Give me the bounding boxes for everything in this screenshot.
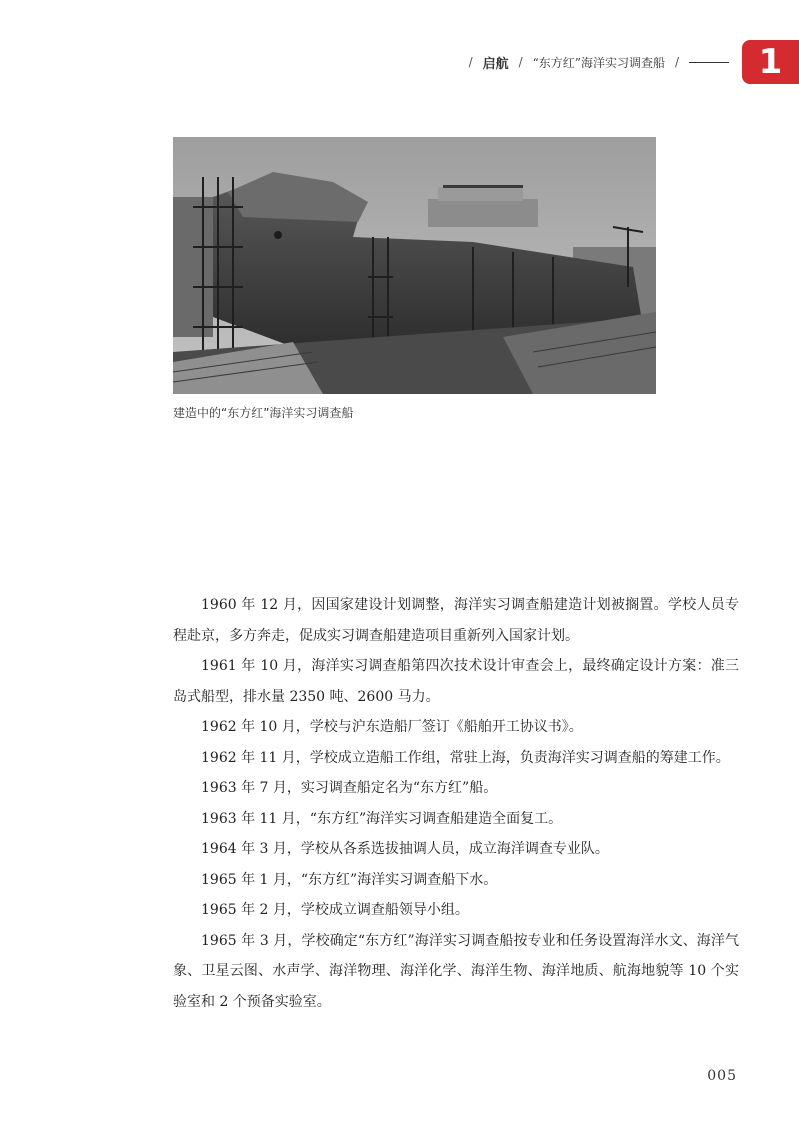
paragraph: 1961 年 10 月，海洋实习调查船第四次技术设计审查会上，最终确定设计方案：准三岛式船型，排水量 2350 吨、2600 马力。 — [173, 658, 739, 705]
separator-slash: / — [518, 55, 523, 69]
separator-slash: / — [674, 55, 679, 69]
paragraph: 1962 年 10 月，学校与沪东造船厂签订《船舶开工协议书》。 — [201, 719, 583, 735]
page-number: 005 — [707, 1068, 737, 1084]
ship-construction-photo — [173, 137, 656, 394]
section-title: 启航 — [482, 56, 509, 72]
figure-caption: 建造中的“东方红”海洋实习调查船 — [173, 406, 354, 420]
paragraph: 1965 年 3 月，学校确定“东方红”海洋实习调查船按专业和任务设置海洋水文、海洋气象、卫星云图、水声学、海洋物理、海洋化学、海洋生物、海洋地质、航海地貌等 10 个实验室和 2 个预备实验室。 — [173, 932, 739, 1010]
paragraph: 1962 年 11 月，学校成立造船工作组，常驻上海，负责海洋实习调查船的筹建工作。 — [201, 749, 730, 766]
paragraph: 1965 年 2 月，学校成立调查船领导小组。 — [201, 902, 469, 918]
body-text — [173, 590, 739, 1017]
paragraph: 1963 年 7 月，实习调查船定名为“东方红”船。 — [201, 780, 498, 796]
paragraph: 1965 年 1 月，“东方红”海洋实习调查船下水。 — [201, 871, 498, 888]
running-head — [469, 52, 729, 72]
paragraph: 1960 年 12 月，因国家建设计划调整，海洋实习调查船建造计划被搁置。学校人员专程赴京，多方奔走，促成实习调查船建造项目重新列入国家计划。 — [173, 597, 739, 644]
chapter-number-tab: 1 — [742, 40, 799, 84]
paragraph: 1963 年 11 月，“东方红”海洋实习调查船建造全面复工。 — [201, 810, 563, 827]
paragraph: 1964 年 3 月，学校从各系选拔抽调人员，成立海洋调查专业队。 — [201, 841, 609, 857]
separator-slash: / — [468, 55, 473, 69]
header-rule — [689, 62, 729, 63]
chapter-title: “东方红”海洋实习调查船 — [532, 55, 665, 70]
